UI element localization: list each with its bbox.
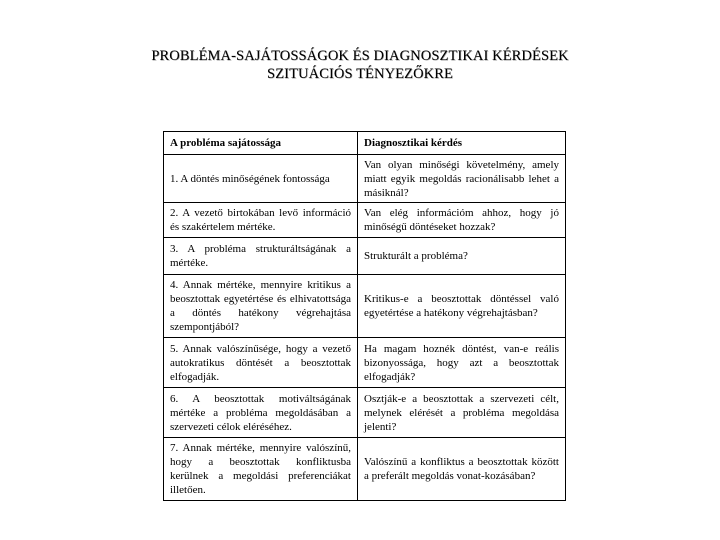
problem-property-cell: 2. A vezető birtokában levő információ és szakértelem mértéke. <box>164 203 358 238</box>
table-row <box>164 238 566 275</box>
problem-property-cell: 4. Annak mértéke, mennyire kritikus a beosztottak egyetértése és elhivatottsága a döntés hatékony végrehajtása szempontjából? <box>164 275 358 338</box>
diagnostic-table <box>163 131 566 501</box>
header-diagnostic-question: Diagnosztikai kérdés <box>358 132 566 155</box>
diagnostic-question-cell: Strukturált a probléma? <box>358 238 566 275</box>
diagnostic-question-cell: Kritikus-e a beosztottak döntéssel való egyetértése a hatékony végrehajtásban? <box>358 275 566 338</box>
table-header-row <box>164 132 566 155</box>
title-line-1: PROBLÉMA-SAJÁTOSSÁGOK ÉS DIAGNOSZTIKAI KÉRDÉSEK <box>151 48 569 64</box>
table-row <box>164 155 566 203</box>
diagnostic-question-cell: Osztják-e a beosztottak a szervezeti célt, melynek elérését a probléma megoldása jelenti? <box>358 388 566 438</box>
title-line-2: SZITUÁCIÓS TÉNYEZŐKRE <box>267 66 453 82</box>
diagnostic-question-cell: Van elég információm ahhoz, hogy jó minőségű döntéseket hozzak? <box>358 203 566 238</box>
diagnostic-question-cell: Ha magam hoznék döntést, van-e reális bizonyossága, hogy azt a beosztottak elfogadják? <box>358 338 566 388</box>
problem-property-cell: 1. A döntés minőségének fontossága <box>164 155 358 203</box>
diagnostic-question-cell: Valószínű a konfliktus a beosztottak között a preferált megoldás vonat-kozásában? <box>358 438 566 501</box>
page-title <box>0 47 720 83</box>
table-row <box>164 275 566 338</box>
problem-property-cell: 3. A probléma strukturáltságának a mértéke. <box>164 238 358 275</box>
problem-property-cell: 6. A beosztottak motiváltságának mértéke a probléma megoldásában a szervezeti célok eléréséhez. <box>164 388 358 438</box>
problem-property-cell: 5. Annak valószínűsége, hogy a vezető autokratikus döntését a beosztottak elfogadják. <box>164 338 358 388</box>
table-row <box>164 388 566 438</box>
table-row <box>164 338 566 388</box>
problem-property-cell: 7. Annak mértéke, mennyire valószínű, hogy a beosztottak konfliktusba kerülnek a megoldási preferenciákat illetően. <box>164 438 358 501</box>
diagnostic-question-cell: Van olyan minőségi követelmény, amely miatt egyik megoldás racionálisabb lehet a másiknál? <box>358 155 566 203</box>
table-row <box>164 203 566 238</box>
table-row <box>164 438 566 501</box>
header-problem-property: A probléma sajátossága <box>164 132 358 155</box>
